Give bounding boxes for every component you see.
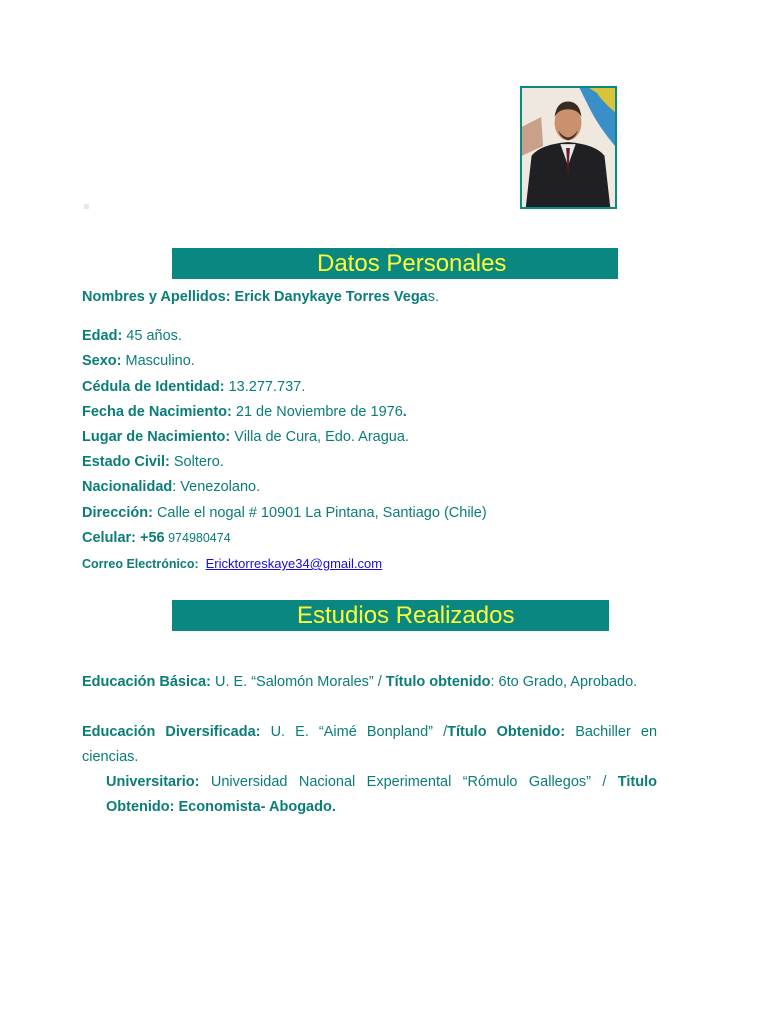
field-id [82,379,305,395]
study-diversified-title-value: Bachiller en ciencias. [82,724,658,765]
decorative-dot [84,204,89,209]
field-age [82,328,182,344]
study-university-value: Universidad Nacional Experimental “Rómulo Gallegos” / [199,774,618,790]
study-diversified [82,720,657,770]
study-basic-title-value: : 6to Grado, Aprobado. [490,674,638,690]
study-university-title-label: Titulo Obtenido: [106,774,657,815]
profile-photo [520,86,617,209]
field-civil-status-value: Soltero. [169,454,224,470]
email-link[interactable]: Ericktorreskaye34@gmail.com [205,556,383,571]
field-address [82,505,487,521]
field-birthplace-value: Villa de Cura, Edo. Aragua. [230,429,409,445]
field-name-value: Erick Danykaye Torres Vega [230,289,428,305]
field-phone-label: Celular: +56 [82,530,165,546]
field-phone [82,530,231,546]
field-sex-value: Masculino. [121,353,195,369]
field-sex [82,353,195,369]
field-civil-status [82,454,224,470]
field-birthdate-label: Fecha de Nacimiento: [82,404,232,420]
study-university-label: Universitario: [106,774,200,790]
study-university [106,770,657,820]
field-civil-status-label: Estado Civil: [82,454,170,470]
study-basic-title-label: Título obtenido [385,674,491,690]
field-address-value: Calle el nogal # 10901 La Pintana, Santiago (Chile) [152,505,487,521]
study-basic-value: U. E. “Salomón Morales” / [210,674,386,690]
field-id-value: 13.277.737. [224,379,306,395]
field-birthdate-value: 21 de Noviembre de 1976 [231,404,403,420]
section-header-personal: Datos Personales [172,248,618,279]
study-diversified-label: Educación Diversificada: [82,724,261,740]
field-nationality-value: : Venezolano. [172,479,261,495]
field-age-label: Edad: [82,328,123,344]
field-age-value: 45 años. [122,328,182,344]
field-address-label: Dirección: [82,505,153,521]
study-diversified-title-label: Título Obtenido: [447,724,566,740]
field-nationality-label: Nacionalidad [82,479,173,495]
field-birthdate [82,404,407,420]
field-id-label: Cédula de Identidad: [82,379,225,395]
study-diversified-value: U. E. “Aimé Bonpland” / [260,724,448,740]
field-name-suffix: s. [427,289,440,305]
field-birthdate-end: . [402,404,407,420]
field-nationality [82,479,260,495]
field-sex-label: Sexo: [82,353,122,369]
study-basic-label: Educación Básica: [82,674,211,690]
section-header-studies: Estudios Realizados [172,600,609,631]
field-name-label: Nombres y Apellidos: [82,289,231,305]
study-basic [82,670,657,695]
field-email [82,556,382,571]
field-birthplace [82,429,409,445]
field-name [82,289,439,305]
field-email-label: Correo Electrónico: [82,557,199,571]
person-photo-icon [522,88,615,207]
field-birthplace-label: Lugar de Nacimiento: [82,429,231,445]
study-university-title-value: Economista- Abogado. [174,799,336,815]
field-phone-value: 974980474 [164,531,231,545]
